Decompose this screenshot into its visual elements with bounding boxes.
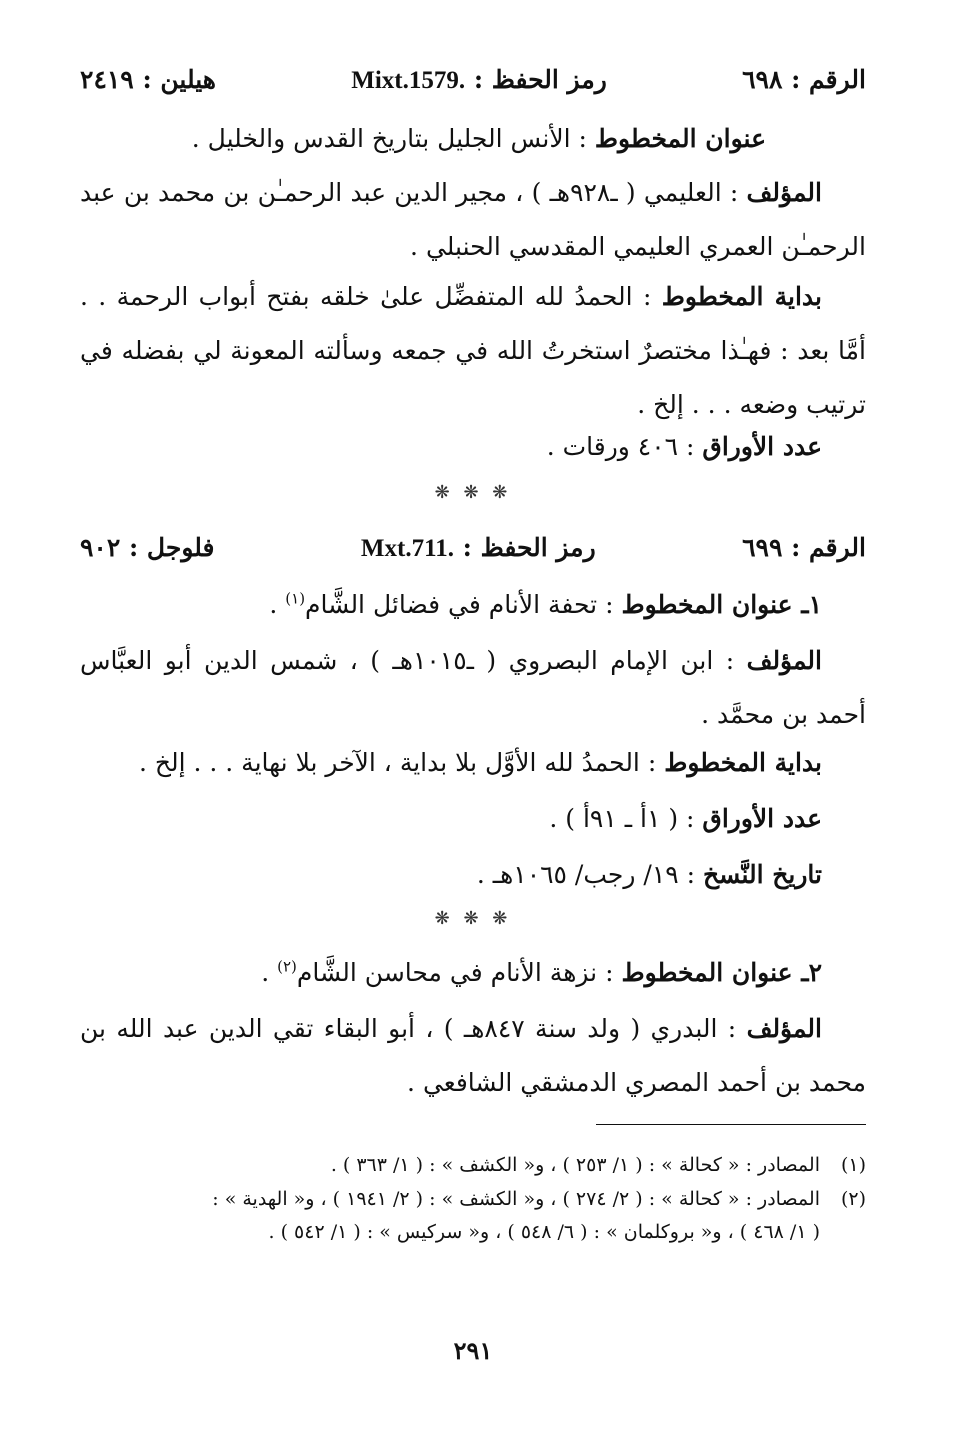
entry-header-698: [80, 64, 866, 97]
item1-incipit-label: بداية المخطوط: [664, 748, 822, 777]
footnote-ref-1: (١): [285, 589, 306, 608]
item2-author-text: : البدري ( ولد سنة ٨٤٧هـ ) ، أبو البقاء تقي الدين عبد الله بن محمد بن أحمد المصري الدمشقي الشافعي .: [80, 1014, 866, 1097]
item1-author-label: المؤلف: [746, 646, 822, 675]
footnote-number: (٢): [840, 1188, 866, 1210]
item1-date-label: تاريخ النَّسخ: [703, 860, 822, 889]
item1-folios-line: [80, 792, 866, 846]
page-number: ٢٩١: [453, 1336, 493, 1365]
item1-title-end: .: [269, 590, 286, 619]
folios-line: [80, 420, 866, 474]
incipit-label: بداية المخطوط: [661, 282, 822, 311]
item1-incipit-line: [80, 736, 866, 790]
item1-incipit-text: : الحمدُ لله الأوَّل بلا بداية ، الآخر بلا نهاية . . . إلخ .: [138, 748, 665, 777]
catalog-reference: هيلين : ٢٤١٩: [80, 65, 216, 94]
entry-number: الرقم : ٦٩٩: [742, 533, 866, 562]
incipit-text: : الحمدُ لله المتفضِّل علىٰ خلقه بفتح أبواب الرحمة . . أمَّا بعد : فهـٰذا مختصرٌ استخرتُ الله في جمعه وسألته المعونة لي بفضله في ترتيب وضعه . . . إلخ .: [80, 282, 866, 419]
entry-header-699: [80, 532, 866, 565]
item1-title-label: ١ـ عنوان المخطوط: [621, 590, 822, 619]
author-text: : العليمي ( ـ٩٢٨هـ ) ، مجير الدين عبد الرحمـٰن بن محمد بن عبد الرحمـٰن العمري العليمي المقدسي الحنبلي .: [80, 178, 866, 261]
item1-copy-date-line: [80, 848, 866, 902]
shelf-code: Mixt.1579.: [351, 67, 466, 94]
footnote-2-continuation: [80, 1217, 866, 1248]
footnote-number: (١): [840, 1154, 866, 1176]
shelf-mark: [361, 532, 596, 565]
incipit-paragraph: [80, 270, 866, 432]
manuscript-catalog-page: [80, 0, 866, 1433]
footnote-ref-2: (٢): [277, 957, 297, 976]
footnote-text: المصادر : « كحالة » : ( ٢/ ٢٧٤ ) ، و« الكشف » : ( ٢/ ١٩٤١ ) ، و« الهدية » :: [212, 1188, 820, 1210]
item2-title-text: : نزهة الأنام في محاسن الشَّام: [296, 958, 622, 987]
entry-number: الرقم : ٦٩٨: [742, 65, 866, 94]
author-paragraph: [80, 166, 866, 274]
author-label: المؤلف: [746, 178, 822, 207]
shelf-label: رمز الحفظ :: [465, 65, 607, 94]
section-separator: ❋ ❋ ❋: [434, 908, 512, 929]
section-separator: ❋ ❋ ❋: [434, 482, 512, 503]
folios-label: عدد الأوراق: [702, 432, 822, 461]
item2-title-line: [80, 946, 866, 1000]
footnote-1: [80, 1150, 866, 1181]
item1-date-text: : ١٩/ رجب/ ١٠٦٥هـ .: [476, 860, 703, 889]
footnote-text: المصادر : « كحالة » : ( ١/ ٢٥٣ ) ، و« الكشف » : ( ١/ ٣٦٣ ) .: [330, 1154, 820, 1176]
title-label: عنوان المخطوط: [594, 124, 766, 153]
shelf-label: رمز الحفظ :: [453, 533, 596, 562]
catalog-reference: فلوجل : ٩٠٢: [80, 533, 215, 562]
item2-title-label: ٢ـ عنوان المخطوط: [621, 958, 822, 987]
footnote-text-continued: ( ١/ ٤٦٨ ) ، و« بروكلمان » : ( ٦/ ٥٤٨ ) ، و« سركيس » : ( ١/ ٥٤٢ ) .: [268, 1221, 820, 1243]
item1-author-text: : ابن الإمام البصروي ( ـ١٠١٥هـ ) ، شمس الدين أبو العبَّاس أحمد بن محمَّد .: [80, 646, 866, 729]
footnote-divider: [596, 1124, 866, 1125]
item1-folios-text: : ( ١أ ـ ٩١أ ) .: [549, 804, 703, 833]
item1-folios-label: عدد الأوراق: [702, 804, 822, 833]
item1-author-paragraph: [80, 634, 866, 742]
item2-author-label: المؤلف: [746, 1014, 822, 1043]
title-line: [80, 112, 866, 166]
item1-title-line: [80, 578, 866, 632]
shelf-code: Mxt.711.: [360, 535, 454, 562]
item2-author-paragraph: [80, 1002, 866, 1110]
item2-title-end: .: [261, 958, 278, 987]
folios-text: : ٤٠٦ ورقات .: [546, 432, 703, 461]
shelf-mark: [351, 64, 607, 97]
footnote-2: [80, 1184, 866, 1215]
title-text: : الأنس الجليل بتاريخ القدس والخليل .: [191, 124, 595, 153]
item1-title-text: : تحفة الأنام في فضائل الشَّام: [305, 590, 622, 619]
